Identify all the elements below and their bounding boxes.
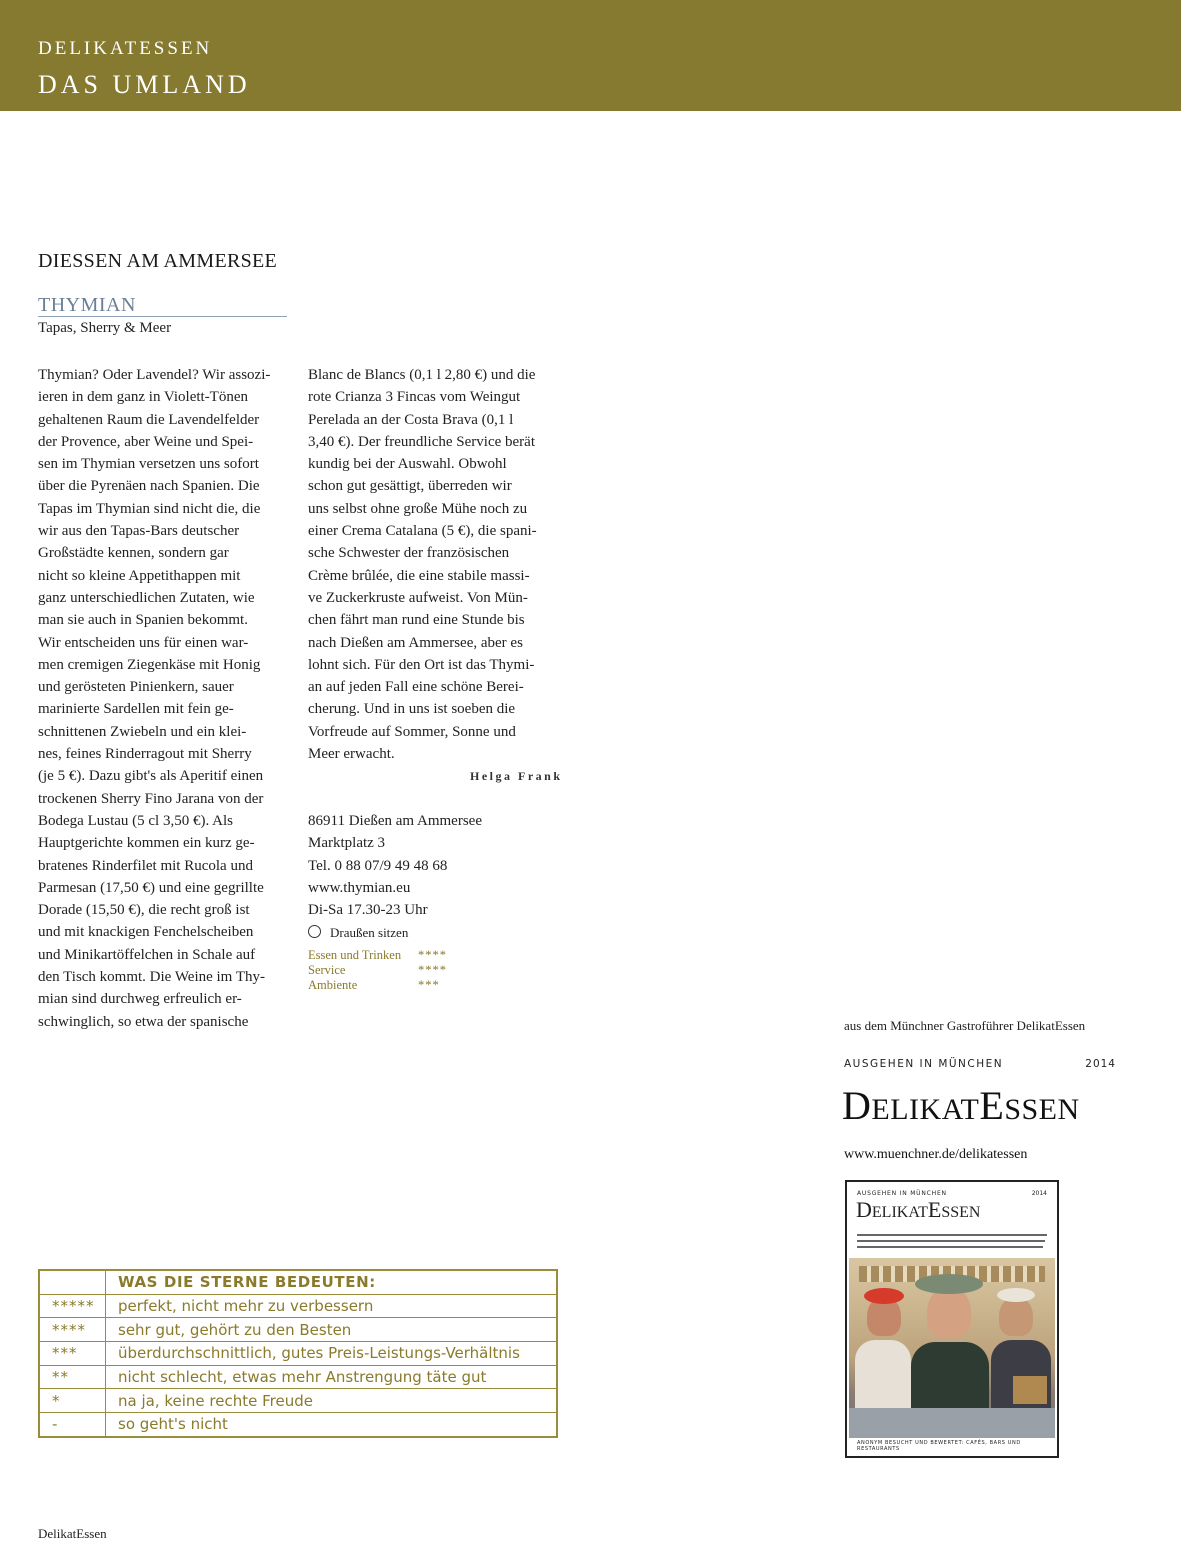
- legend-text: so geht's nicht: [106, 1413, 558, 1437]
- rating-row: [308, 963, 447, 978]
- rating-stars: ****: [418, 963, 447, 977]
- outdoor-circle-icon: [308, 925, 321, 938]
- legend-row: [39, 1365, 557, 1389]
- restaurant-name: THYMIAN: [38, 294, 136, 316]
- address-hours: Di-Sa 17.30-23 Uhr: [308, 902, 428, 919]
- article-line: Bodega Lustau (5 cl 3,50 €). Als: [38, 812, 233, 829]
- legend-row: [39, 1318, 557, 1342]
- promo-url[interactable]: www.muenchner.de/delikatessen: [844, 1147, 1028, 1162]
- article-line: der Provence, aber Weine und Spei-: [38, 433, 254, 450]
- outdoor-label: Draußen sitzen: [330, 925, 409, 940]
- article-line: lohnt sich. Für den Ort ist das Thymi-: [308, 656, 535, 673]
- article-line: sche Schwester der französischen: [308, 545, 510, 562]
- article-line: ve Zuckerkruste aufweist. Von Mün-: [308, 589, 528, 606]
- article-line: uns selbst ohne große Mühe noch zu: [308, 500, 528, 517]
- address-website[interactable]: www.thymian.eu: [308, 879, 411, 896]
- article-line: schon gut gesättigt, überreden wir: [308, 478, 512, 495]
- article-line: einer Crema Catalana (5 €), die spani-: [308, 523, 537, 540]
- article-line: Thymian? Oder Lavendel? Wir assozi-: [38, 367, 271, 383]
- rating-stars: ***: [418, 978, 440, 992]
- rating-label: Service: [308, 963, 346, 977]
- article-line: wir aus den Tapas-Bars deutscher: [38, 523, 240, 540]
- article-line: man sie auch in Spanien bekommt.: [38, 612, 248, 629]
- rating-row: [308, 948, 447, 963]
- header-section: DELIKATESSEN: [38, 38, 213, 59]
- article-line: den Tisch kommt. Die Weine im Thy-: [38, 969, 265, 986]
- cover-text-line: [857, 1234, 1047, 1236]
- article-line: mian sind durchweg erfreulich er-: [38, 991, 242, 1008]
- article-line: nes, feines Rinderragout mit Sherry: [38, 746, 252, 763]
- restaurant-subtitle: Tapas, Sherry & Meer: [38, 320, 172, 336]
- cover-kicker: AUSGEHEN IN MÜNCHEN: [857, 1190, 947, 1197]
- promo-year: 2014: [1085, 1058, 1116, 1070]
- article-line: rote Crianza 3 Fincas vom Weingut: [308, 389, 521, 406]
- article-line: Parmesan (17,50 €) und eine gegrillte: [38, 879, 264, 896]
- legend-row: [39, 1389, 557, 1413]
- article-column-1: [38, 364, 288, 1033]
- town-heading: DIESSEN AM AMMERSEE: [38, 250, 278, 272]
- legend-title: WAS DIE STERNE BEDEUTEN:: [106, 1270, 558, 1294]
- article-line: 3,40 €). Der freundliche Service berät: [308, 433, 535, 450]
- article-line: Blanc de Blancs (0,1 l 2,80 €) und die: [308, 367, 536, 383]
- article-line: trockenen Sherry Fino Jarana von der: [38, 790, 264, 807]
- article-line: Crème brûlée, die eine stabile massi-: [308, 567, 530, 584]
- promo-brand-logo: DELIKATESSEN: [842, 1083, 1080, 1128]
- cover-brand-logo: DELIKATESSEN: [856, 1197, 981, 1222]
- legend-text: sehr gut, gehört zu den Besten: [106, 1318, 558, 1342]
- legend-header-row: [39, 1270, 557, 1294]
- cover-year: 2014: [1031, 1190, 1047, 1197]
- legend-row: [39, 1413, 557, 1437]
- article-line: kundig bei der Auswahl. Obwohl: [308, 456, 507, 473]
- legend-stars: **: [39, 1365, 106, 1389]
- article-line: ieren in dem ganz in Violett-Tönen: [38, 389, 249, 406]
- article-line: Vorfreude auf Sommer, Sonne und: [308, 723, 516, 740]
- address-zip-city: 86911 Dießen am Ammersee: [308, 813, 482, 829]
- legend-text: perfekt, nicht mehr zu verbessern: [106, 1294, 558, 1318]
- page-header: [0, 0, 1181, 111]
- author-name: Helga Frank: [470, 769, 563, 783]
- article-line: und gerösteten Pinienkern, sauer: [38, 679, 234, 696]
- rating-row: [308, 978, 447, 993]
- article-line: Hauptgerichte kommen ein kurz ge-: [38, 835, 255, 852]
- rating-label: Ambiente: [308, 978, 358, 992]
- cover-photo: [849, 1258, 1055, 1438]
- stars-legend-table: [38, 1269, 558, 1438]
- article-line: sen im Thymian versetzen uns sofort: [38, 456, 259, 473]
- article-column-2: [308, 364, 560, 765]
- promo-credit: aus dem Münchner Gastroführer DelikatEssen: [844, 1018, 1086, 1033]
- article-line: nicht so kleine Appetithappen mit: [38, 567, 241, 584]
- article-line: nach Dießen am Ammersee, aber es: [308, 634, 523, 651]
- article-line: über die Pyrenäen nach Spanien. Die: [38, 478, 260, 495]
- rating-label: Essen und Trinken: [308, 948, 402, 962]
- legend-row: [39, 1342, 557, 1366]
- ratings-block: [308, 948, 447, 993]
- address-phone: Tel. 0 88 07/9 49 48 68: [308, 857, 448, 874]
- promo-kicker: [844, 1058, 1116, 1070]
- article-line: men cremigen Ziegenkäse mit Honig: [38, 656, 261, 673]
- legend-stars: ***: [39, 1342, 106, 1366]
- title-rule: [38, 316, 287, 317]
- legend-stars: *****: [39, 1294, 106, 1318]
- article-line: an auf jeden Fall eine schöne Berei-: [308, 679, 524, 696]
- legend-text: na ja, keine rechte Freude: [106, 1389, 558, 1413]
- address-block: [308, 810, 482, 921]
- article-line: Meer erwacht.: [308, 746, 395, 763]
- legend-text: nicht schlecht, etwas mehr Anstrengung täte gut: [106, 1365, 558, 1389]
- cover-text-line: [857, 1246, 1043, 1248]
- article-line: ganz unterschiedlichen Zutaten, wie: [38, 589, 255, 606]
- rating-stars: ****: [418, 948, 447, 962]
- header-subsection: DAS UMLAND: [38, 70, 251, 99]
- article-line: chen fährt man rund eine Stunde bis: [308, 612, 525, 629]
- article-line: Dorade (15,50 €), die recht groß ist: [38, 902, 250, 919]
- book-cover-image: [845, 1180, 1059, 1458]
- legend-stars: *: [39, 1389, 106, 1413]
- article-line: Wir entscheiden uns für einen war-: [38, 634, 249, 651]
- article-line: (je 5 €). Dazu gibt's als Aperitif einen: [38, 768, 264, 785]
- cover-text-line: [857, 1240, 1045, 1242]
- article-line: bratenes Rinderfilet mit Rucola und: [38, 857, 253, 874]
- article-line: schwinglich, so etwa der spanische: [38, 1013, 249, 1030]
- legend-stars: -: [39, 1413, 106, 1437]
- article-line: cherung. Und in uns ist soeben die: [308, 701, 516, 718]
- article-line: Tapas im Thymian sind nicht die, die: [38, 500, 261, 517]
- article-line: und Minikartöffelchen in Schale auf: [38, 946, 256, 963]
- article-line: gehaltenen Raum die Lavendelfelder: [38, 411, 260, 428]
- article-line: und mit knackigen Fenchelscheiben: [38, 924, 254, 941]
- article-line: marinierte Sardellen mit fein ge-: [38, 701, 234, 718]
- article-line: schnittenen Zwiebeln und ein klei-: [38, 723, 247, 740]
- cover-footer: ANONYM BESUCHT UND BEWERTET: CAFÉS, BARS UND RESTAURANTS: [857, 1440, 1021, 1452]
- legend-stars: ****: [39, 1318, 106, 1342]
- legend-row: [39, 1294, 557, 1318]
- legend-text: überdurchschnittlich, gutes Preis-Leistungs-Verhältnis: [106, 1342, 558, 1366]
- page-footer: DelikatEssen: [38, 1526, 107, 1541]
- outdoor-seating: [308, 925, 408, 941]
- article-line: Perelada an der Costa Brava (0,1 l: [308, 411, 514, 428]
- article-line: Großstädte kennen, sondern gar: [38, 545, 229, 562]
- address-street: Marktplatz 3: [308, 835, 386, 852]
- promo-kicker-text: AUSGEHEN IN MÜNCHEN: [844, 1058, 1004, 1070]
